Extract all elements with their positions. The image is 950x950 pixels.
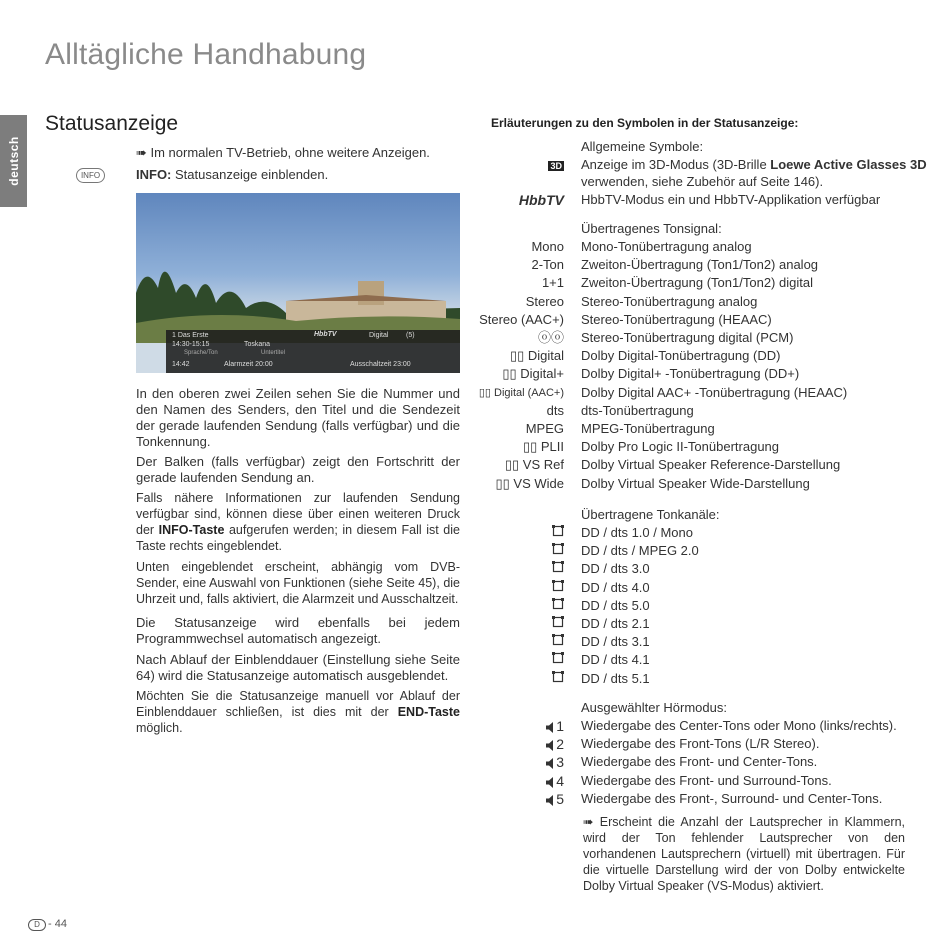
sound-symbol: ▯▯ Digital+ bbox=[502, 366, 564, 382]
listening-number: 3 bbox=[556, 754, 564, 771]
symbols-heading: Erläuterungen zu den Symbolen in der Statusanzeige: bbox=[491, 116, 799, 130]
sound-symbol: Mono bbox=[531, 239, 564, 254]
channel-text: DD / dts 4.1 bbox=[581, 652, 650, 668]
sound-text: Dolby Pro Logic II-Tonübertragung bbox=[581, 439, 780, 455]
speaker-icon bbox=[546, 717, 564, 736]
sound-text: Dolby Digital-Tonübertragung (DD) bbox=[581, 348, 781, 364]
tv-clock: 14:42 bbox=[172, 361, 190, 368]
info-label: INFO: bbox=[136, 167, 172, 182]
sound-row bbox=[491, 420, 921, 438]
speaker-icon bbox=[546, 735, 564, 754]
paragraph-3b: aufgerufen werden; in diesem Fall ist die Taste rechts eingeblendet. bbox=[136, 523, 460, 553]
channel-row bbox=[491, 542, 921, 560]
channel-text: DD / dts 1.0 / Mono bbox=[581, 525, 693, 540]
paragraph-3a: Falls nähere Informationen zur laufenden Sendung verfügbar sind, können diese über einen weiteren Druck der bbox=[136, 491, 460, 537]
channel-text: DD / dts 5.0 bbox=[581, 597, 650, 613]
tv-alarm: Alarmzeit 20:00 bbox=[224, 361, 273, 368]
three-d-text2: verwenden, siehe Zubehör auf Seite 146). bbox=[581, 174, 824, 189]
symbol-row-3d-cont bbox=[491, 173, 921, 191]
channel-text: DD / dts 3.1 bbox=[581, 634, 650, 650]
speaker-layout-icon bbox=[552, 615, 564, 633]
listening-row bbox=[491, 717, 921, 735]
symbol-row-hbbtv bbox=[491, 191, 921, 209]
sound-symbol: ⓞⓞ bbox=[537, 330, 564, 345]
end-key-ref: END-Taste bbox=[397, 705, 460, 719]
sound-text: Mono-Tonübertragung analog bbox=[581, 239, 752, 254]
info-instruction bbox=[136, 167, 460, 183]
intro-instruction: ➠ Im normalen TV-Betrieb, ohne weitere Anzeigen. bbox=[136, 145, 430, 160]
paragraph-2: Der Balken (falls verfügbar) zeigt den Fortschritt der gerade laufenden Sendung an. bbox=[136, 454, 460, 485]
speaker-layout-icon bbox=[552, 542, 564, 560]
info-text: Statusanzeige einblenden. bbox=[171, 167, 329, 182]
listening-row bbox=[491, 753, 921, 771]
three-d-label: 3D bbox=[550, 161, 562, 171]
sound-symbol: MPEG bbox=[525, 421, 564, 436]
channel-row bbox=[491, 579, 921, 597]
tv-title: Toskana bbox=[244, 341, 271, 348]
listening-text: Wiedergabe des Center-Tons oder Mono (links/rechts). bbox=[581, 718, 897, 733]
channel-text: DD / dts 4.0 bbox=[581, 579, 650, 595]
listening-heading: Ausgewählter Hörmodus: bbox=[581, 700, 727, 715]
channel-text: DD / dts / MPEG 2.0 bbox=[581, 543, 699, 559]
section-title: Statusanzeige bbox=[45, 112, 179, 135]
channel-row bbox=[491, 633, 921, 651]
symbol-row-3d bbox=[491, 156, 927, 174]
sound-row bbox=[491, 475, 921, 493]
info-key-ref: INFO-Taste bbox=[158, 523, 225, 537]
sound-symbol: dts bbox=[546, 402, 564, 418]
sound-text: Stereo-Tonübertragung digital (PCM) bbox=[581, 330, 794, 345]
sound-symbol: ▯▯ Digital (AAC+) bbox=[478, 386, 564, 399]
language-tab-label: deutsch bbox=[6, 136, 21, 186]
sound-symbol: Stereo (AAC+) bbox=[479, 311, 564, 327]
channel-text: DD / dts 5.1 bbox=[581, 670, 650, 686]
tv-sub1: Sprache/Ton bbox=[184, 350, 218, 356]
listening-row bbox=[491, 790, 921, 808]
speaker-icon bbox=[546, 790, 564, 809]
status-bar bbox=[166, 330, 460, 373]
listening-text: Wiedergabe des Front-, Surround- und Center-Tons. bbox=[581, 790, 883, 806]
sound-row bbox=[491, 438, 921, 456]
language-badge: D bbox=[28, 919, 46, 931]
listening-heading-row bbox=[491, 699, 921, 717]
sound-row bbox=[491, 456, 921, 474]
paragraph-7a: Möchten Sie die Statusanzeige manuell vor Ablauf der Einblenddauer schließen, ist dies mit der bbox=[136, 689, 460, 719]
sound-symbol: ▯▯ VS Ref bbox=[504, 457, 564, 473]
tv-time: 14:30-15:15 bbox=[172, 341, 210, 348]
listening-text: Wiedergabe des Front- und Center-Tons. bbox=[581, 754, 818, 770]
speaker-layout-icon bbox=[552, 579, 564, 597]
sound-text: Zweiton-Übertragung (Ton1/Ton2) digital bbox=[581, 275, 813, 291]
tv-hbbtv: HbbTV bbox=[314, 331, 337, 338]
sound-symbol: ▯▯ Digital bbox=[509, 348, 564, 364]
page-number: - 44 bbox=[48, 918, 67, 930]
speaker-layout-icon bbox=[552, 560, 564, 578]
sound-row bbox=[491, 238, 921, 256]
channels-heading-row bbox=[491, 506, 921, 524]
page-footer bbox=[28, 918, 67, 931]
sound-text: MPEG-Tonübertragung bbox=[581, 421, 715, 436]
tv-channel: 1 Das Erste bbox=[172, 332, 209, 339]
tv-off-time: Ausschaltzeit 23:00 bbox=[350, 361, 411, 368]
sound-text: Dolby Digital+ -Tonübertragung (DD+) bbox=[581, 366, 800, 382]
sound-row bbox=[491, 274, 921, 292]
channel-row bbox=[491, 524, 921, 542]
listening-text: Wiedergabe des Front-Tons (L/R Stereo). bbox=[581, 736, 820, 752]
general-heading: Allgemeine Symbole: bbox=[581, 139, 704, 154]
speaker-icon bbox=[546, 753, 564, 772]
paragraph-6: Nach Ablauf der Einblenddauer (Einstellung siehe Seite 64) wird die Statusanzeige automatisch ausgeblendet. bbox=[136, 652, 460, 683]
sound-text: Stereo-Tonübertragung (HEAAC) bbox=[581, 311, 772, 327]
channel-text: DD / dts 3.0 bbox=[581, 561, 650, 577]
paragraph-3 bbox=[136, 490, 460, 554]
speaker-layout-icon bbox=[552, 524, 564, 542]
channel-row bbox=[491, 560, 921, 578]
paragraph-7 bbox=[136, 688, 460, 736]
three-d-text bbox=[581, 156, 927, 174]
channel-row bbox=[491, 615, 921, 633]
tv-volume: (5) bbox=[406, 332, 415, 339]
sound-row bbox=[479, 311, 921, 329]
three-d-text1: Anzeige im 3D-Modus (3D-Brille bbox=[581, 157, 771, 172]
sound-text: Dolby Virtual Speaker Reference-Darstellung bbox=[581, 457, 841, 473]
sound-heading-row bbox=[491, 220, 921, 238]
info-key-icon: INFO bbox=[76, 168, 105, 183]
speaker-layout-icon bbox=[552, 670, 564, 688]
tv-screenshot bbox=[136, 193, 460, 373]
channel-row bbox=[491, 670, 921, 688]
paragraph-4: Unten eingeblendet erscheint, abhängig vom DVB-Sender, eine Auswahl von Funktionen (siehe Seite 45), die Uhrzeit und, falls aktiviert, die Alarmzeit und Ausschaltzeit. bbox=[136, 560, 460, 606]
speaker-layout-icon bbox=[552, 597, 564, 615]
hbbtv-text: HbbTV-Modus ein und HbbTV-Applikation verfügbar bbox=[581, 192, 881, 207]
sound-row bbox=[491, 329, 921, 347]
virtual-speaker-note: ➠ Erscheint die Anzahl der Lautsprecher in Klammern, wird der Ton fehlender Lautsprecher von den vorhandenen Lautsprechern (virtuell) mit übertragen. Für die virtuelle Darstellung wird der von Dolby entwickelte Dolby Virtual Speaker (VS-Modus) aktiviert. bbox=[583, 815, 905, 893]
general-heading-row bbox=[491, 138, 921, 156]
listening-number: 4 bbox=[556, 772, 564, 789]
listening-number: 2 bbox=[556, 736, 564, 753]
sound-text: Dolby Virtual Speaker Wide-Darstellung bbox=[581, 475, 810, 491]
sound-text: dts-Tonübertragung bbox=[581, 402, 694, 418]
sound-symbol: ▯▯ PLII bbox=[522, 439, 564, 455]
sound-row bbox=[491, 347, 921, 365]
sound-symbol: 2-Ton bbox=[531, 257, 564, 273]
paragraph-1: In den oberen zwei Zeilen sehen Sie die Nummer und den Namen des Senders, den Titel und die Sendezeit der gerade laufenden Sendung (falls verfügbar) und die Tonkennung. bbox=[136, 386, 460, 449]
sound-row bbox=[478, 384, 921, 402]
chapter-title: Alltägliche Handhabung bbox=[45, 38, 367, 71]
paragraph-7b: möglich. bbox=[136, 721, 183, 735]
listening-text: Wiedergabe des Front- und Surround-Tons. bbox=[581, 772, 832, 788]
hbbtv-icon: HbbTV bbox=[518, 192, 564, 208]
sound-text: Dolby Digital AAC+ -Tonübertragung (HEAAC) bbox=[581, 384, 848, 400]
listening-row bbox=[491, 772, 921, 790]
sound-text: Zweiton-Übertragung (Ton1/Ton2) analog bbox=[581, 257, 819, 273]
sound-row bbox=[491, 402, 921, 420]
paragraph-5: Die Statusanzeige wird ebenfalls bei jedem Programmwechsel automatisch angezeigt. bbox=[136, 615, 460, 646]
sound-row bbox=[491, 365, 921, 383]
listening-row bbox=[491, 735, 921, 753]
sound-symbol: Stereo bbox=[525, 293, 564, 309]
tv-digital: Digital bbox=[369, 332, 389, 339]
sound-symbol: 1+1 bbox=[541, 275, 564, 291]
sound-heading: Übertragenes Tonsignal: bbox=[581, 221, 722, 236]
listening-number: 5 bbox=[556, 790, 564, 807]
sound-row bbox=[491, 256, 921, 274]
channel-row bbox=[491, 597, 921, 615]
channel-row bbox=[491, 651, 921, 669]
tv-sub2: Untertitel bbox=[261, 350, 286, 356]
sound-row bbox=[491, 293, 921, 311]
sound-symbol: ▯▯ VS Wide bbox=[495, 475, 564, 491]
channels-heading: Übertragene Tonkanäle: bbox=[581, 507, 720, 522]
language-tab bbox=[0, 115, 27, 207]
speaker-layout-icon bbox=[552, 651, 564, 669]
speaker-icon bbox=[546, 772, 564, 791]
sound-text: Stereo-Tonübertragung analog bbox=[581, 293, 758, 309]
channel-text: DD / dts 2.1 bbox=[581, 616, 650, 631]
speaker-layout-icon bbox=[552, 633, 564, 651]
three-d-bold: Loewe Active Glasses 3D bbox=[770, 157, 927, 172]
listening-number: 1 bbox=[556, 718, 564, 734]
